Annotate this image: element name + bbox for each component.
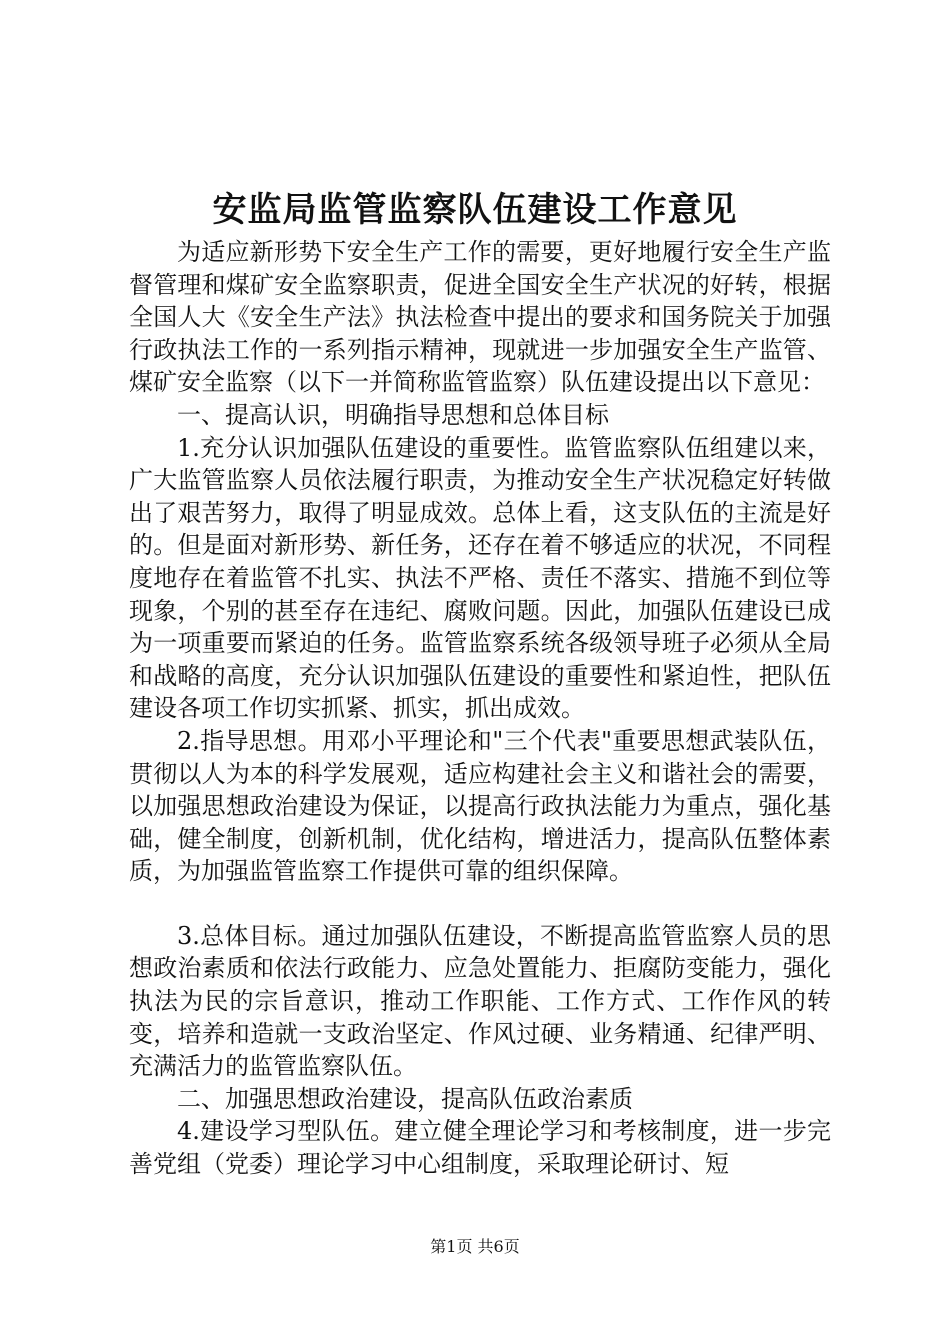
document-body [129, 236, 831, 1181]
section-heading-1: 一、提高认识，明确指导思想和总体目标 [177, 400, 609, 429]
page-number-footer: 第1页 共6页 [430, 1237, 520, 1256]
paragraph-item-1: 1.充分认识加强队伍建设的重要性。监管监察队伍组建以来，广大监管监察人员依法履行职责，为推动安全生产状况稳定好转做出了艰苦努力，取得了明显成效。总体上看，这支队伍的主流是好的。但是面对新形势、新任务，还存在着不够适应的状况，不同程度地存在着监管不扎实、执法不严格、责任不落实、措施不到位等现象，个别的甚至存在违纪、腐败问题。因此，加强队伍建设已成为一项重要而紧迫的任务。监管监察系统各级领导班子必须从全局和战略的高度，充分认识加强队伍建设的重要性和紧迫性，把队伍建设各项工作切实抓紧、抓实，抓出成效。 [129, 433, 831, 723]
paragraph-item-3: 3.总体目标。通过加强队伍建设，不断提高监管监察人员的思想政治素质和依法行政能力、应急处置能力、拒腐防变能力，强化执法为民的宗旨意识，推动工作职能、工作方式、工作作风的转变，培养和造就一支政治坚定、作风过硬、业务精通、纪律严明、充满活力的监管监察队伍。 [129, 921, 831, 1081]
paragraph-item-2: 2.指导思想。用邓小平理论和"三个代表"重要思想武装队伍，贯彻以人为本的科学发展观，适应构建社会主义和谐社会的需要，以加强思想政治建设为保证，以提高行政执法能力为重点，强化基础，健全制度，创新机制，优化结构，增进活力，提高队伍整体素质，为加强监管监察工作提供可靠的组织保障。 [129, 726, 831, 886]
paragraph-intro: 为适应新形势下安全生产工作的需要，更好地履行安全生产监督管理和煤矿安全监察职责，促进全国安全生产状况的好转，根据全国人大《安全生产法》执法检查中提出的要求和国务院关于加强行政执法工作的一系列指示精神，现就进一步加强安全生产监管、煤矿安全监察（以下一并简称监管监察）队伍建设提出以下意见： [129, 238, 831, 397]
paragraph-item-4: 4.建设学习型队伍。建立健全理论学习和考核制度，进一步完善党组（党委）理论学习中心组制度，采取理论研讨、短 [129, 1117, 831, 1179]
section-heading-2: 二、加强思想政治建设，提高队伍政治素质 [177, 1084, 633, 1113]
document-title: 安监局监管监察队伍建设工作意见 [212, 190, 738, 230]
